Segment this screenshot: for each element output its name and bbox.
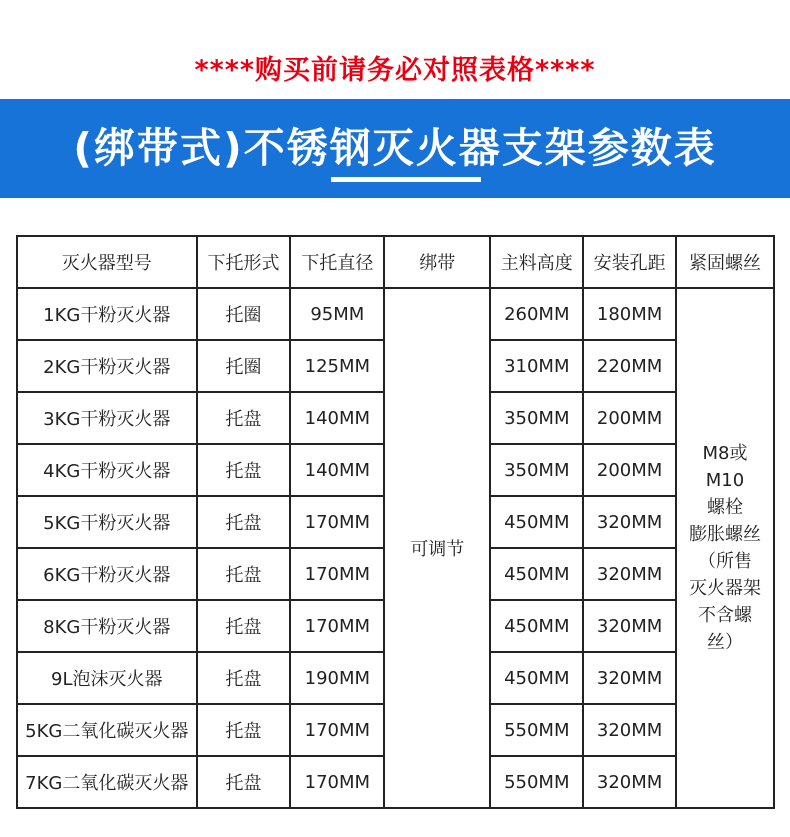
screw-text-line: M8或 — [702, 443, 748, 464]
cell-model: 3KG干粉灭火器 — [17, 392, 197, 444]
cell-hole-spacing: 320MM — [583, 548, 676, 600]
cell-hole-spacing: 320MM — [583, 756, 676, 808]
cell-base-form: 托圈 — [197, 340, 291, 392]
header-base-form: 下托形式 — [197, 236, 291, 288]
screw-text-line: 丝） — [707, 632, 743, 653]
cell-main-height: 450MM — [490, 600, 583, 652]
cell-base-form: 托盘 — [197, 444, 291, 496]
cell-base-diameter: 170MM — [290, 496, 384, 548]
purchase-warning: ****购买前请务必对照表格**** — [194, 55, 596, 86]
header-band: 绑带 — [384, 236, 490, 288]
banner-title: (绑带式)不锈钢灭火器支架参数表 — [73, 124, 717, 172]
cell-base-form: 托盘 — [197, 652, 291, 704]
cell-main-height: 550MM — [490, 704, 583, 756]
cell-main-height: 450MM — [490, 548, 583, 600]
cell-base-form: 托盘 — [197, 704, 291, 756]
header-base-diameter: 下托直径 — [290, 236, 384, 288]
cell-base-diameter: 170MM — [290, 756, 384, 808]
cell-base-diameter: 140MM — [290, 444, 384, 496]
cell-main-height: 450MM — [490, 652, 583, 704]
cell-hole-spacing: 320MM — [583, 600, 676, 652]
cell-main-height: 260MM — [490, 288, 583, 340]
cell-main-height: 450MM — [490, 496, 583, 548]
cell-main-height: 350MM — [490, 392, 583, 444]
cell-model: 7KG二氧化碳灭火器 — [17, 756, 197, 808]
screw-text-line: M10 — [705, 470, 745, 491]
cell-base-form: 托盘 — [197, 756, 291, 808]
cell-base-diameter: 190MM — [290, 652, 384, 704]
cell-hole-spacing: 180MM — [583, 288, 676, 340]
screw-text-line: 灭火器架 — [689, 578, 761, 599]
cell-base-diameter: 170MM — [290, 600, 384, 652]
table-body — [17, 288, 774, 808]
cell-main-height: 550MM — [490, 756, 583, 808]
cell-model: 9L泡沫灭火器 — [17, 652, 197, 704]
cell-model: 2KG干粉灭火器 — [17, 340, 197, 392]
cell-hole-spacing: 200MM — [583, 444, 676, 496]
cell-band: 可调节 — [384, 288, 490, 808]
cell-hole-spacing: 200MM — [583, 392, 676, 444]
cell-hole-spacing: 320MM — [583, 652, 676, 704]
table-header-row — [17, 236, 774, 288]
cell-hole-spacing: 220MM — [583, 340, 676, 392]
screw-text-line: 膨胀螺丝 — [689, 524, 761, 545]
cell-base-form: 托盘 — [197, 392, 291, 444]
spec-table — [16, 235, 775, 809]
cell-base-diameter: 140MM — [290, 392, 384, 444]
cell-base-form: 托圈 — [197, 288, 291, 340]
cell-model: 8KG干粉灭火器 — [17, 600, 197, 652]
cell-model: 5KG干粉灭火器 — [17, 496, 197, 548]
cell-base-form: 托盘 — [197, 548, 291, 600]
cell-model: 1KG干粉灭火器 — [17, 288, 197, 340]
cell-main-height: 310MM — [490, 340, 583, 392]
table-row — [17, 288, 774, 340]
cell-base-diameter: 170MM — [290, 704, 384, 756]
cell-base-form: 托盘 — [197, 600, 291, 652]
header-hole-spacing: 安装孔距 — [583, 236, 676, 288]
cell-model: 5KG二氧化碳灭火器 — [17, 704, 197, 756]
cell-model: 4KG干粉灭火器 — [17, 444, 197, 496]
cell-hole-spacing: 320MM — [583, 496, 676, 548]
cell-base-diameter: 170MM — [290, 548, 384, 600]
banner-underline — [331, 177, 481, 182]
title-banner — [0, 99, 790, 198]
cell-base-diameter: 125MM — [290, 340, 384, 392]
cell-base-form: 托盘 — [197, 496, 291, 548]
cell-model: 6KG干粉灭火器 — [17, 548, 197, 600]
header-screw: 紧固螺丝 — [676, 236, 774, 288]
screw-text-line: （所售 — [698, 551, 752, 572]
header-main-height: 主料高度 — [490, 236, 583, 288]
header-model: 灭火器型号 — [17, 236, 197, 288]
cell-hole-spacing: 320MM — [583, 704, 676, 756]
cell-base-diameter: 95MM — [290, 288, 384, 340]
screw-text-line: 螺栓 — [707, 497, 743, 518]
cell-main-height: 350MM — [490, 444, 583, 496]
cell-screw — [676, 288, 774, 808]
screw-text-line: 不含螺 — [698, 605, 752, 626]
